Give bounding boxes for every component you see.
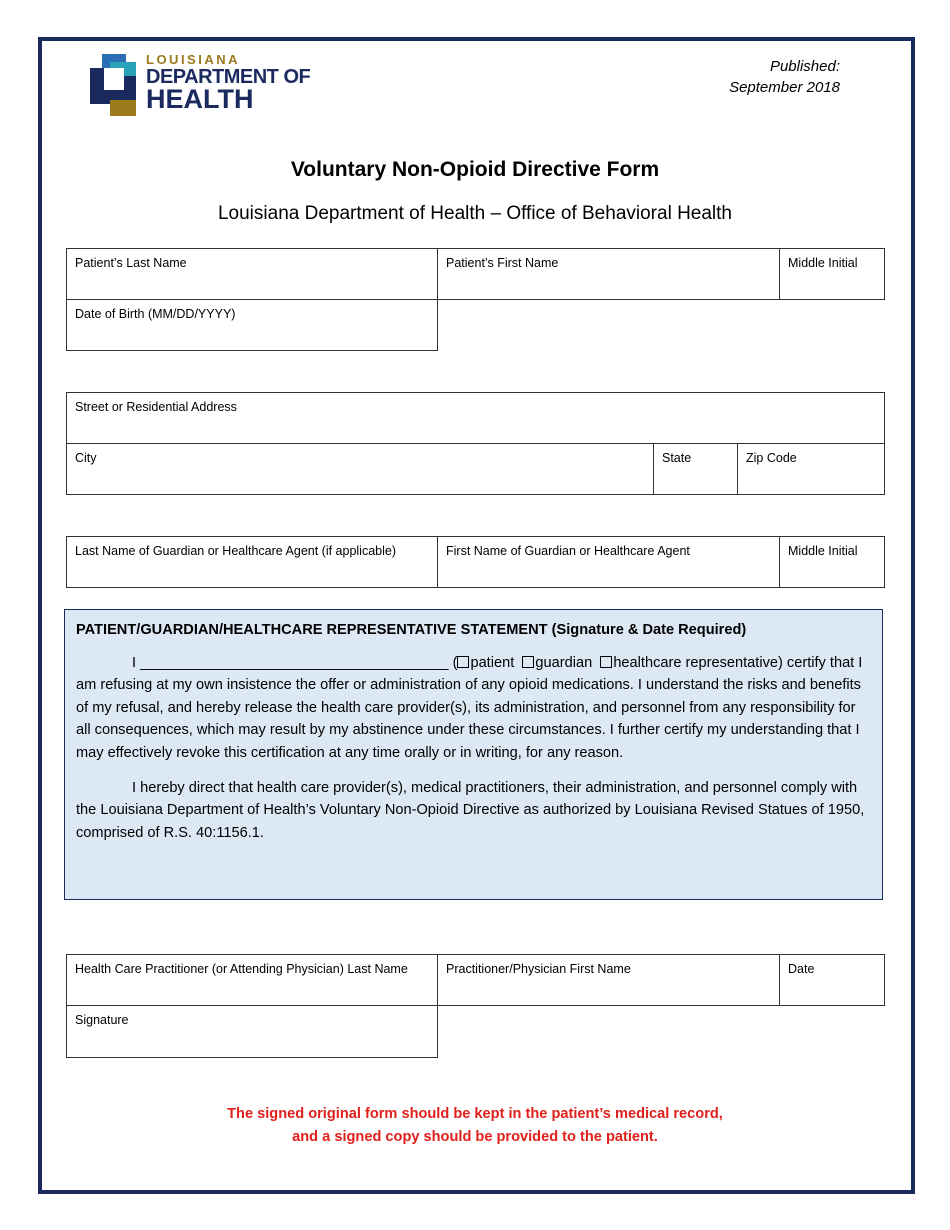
practitioner-last-name-field[interactable] [66,954,438,1006]
logo-line-health: HEALTH [146,84,254,114]
practitioner-date-field[interactable] [779,954,885,1006]
published-info [729,56,840,98]
footer-note-line-1: The signed original form should be kept in the patient’s medical record, [227,1106,723,1122]
statement-box [64,609,883,900]
statement-paragraph-2: I hereby direct that health care provider(s), medical practitioners, their administration, and personnel comply with the Louisiana Department of Health’s Voluntary Non-Opioid Directive as authorized by Louisiana Revised Statues of 1950, comprised of R.S. 40:1156.1. [76,779,865,841]
patient-checkbox[interactable] [457,656,469,668]
guardian-last-name-field[interactable] [66,536,438,588]
practitioner-last-name-label: Health Care Practitioner (or Attending Physician) Last Name [75,962,408,976]
statement-name-line[interactable]: I ______________________________________ ( [132,654,458,671]
guardian-first-name-field[interactable] [437,536,780,588]
guardian-last-name-label: Last Name of Guardian or Healthcare Agent (if applicable) [75,544,397,558]
statement-paragraph-1-text: certify that I am refusing at my own insistence the offer or administration of any opioid medications. I understand the risks and benefits of my refusal, and hereby release the health care provider(s), its administration, and personnel from any responsibility for all consequences, which may result by my abstinence under these circumstances. I further certify my understanding that I may effectively revoke this certification at any time orally or in writing, for any reason. [76,654,863,761]
patient-last-name-field[interactable] [66,248,438,300]
statement-heading: PATIENT/GUARDIAN/HEALTHCARE REPRESENTATIVE STATEMENT (Signature & Date Required) [76,622,747,638]
patient-middle-initial-field[interactable] [779,248,885,300]
guardian-middle-initial-label: Middle Initial [788,544,858,558]
published-date: September 2018 [729,79,840,96]
patient-option-label: patient [470,654,515,671]
date-of-birth-label: Date of Birth (MM/DD/YYYY) [75,307,236,321]
practitioner-first-name-label: Practitioner/Physician First Name [446,962,631,976]
form-subtitle: Louisiana Department of Health – Office of Behavioral Health [217,203,732,224]
healthcare-rep-checkbox[interactable] [600,656,612,668]
patient-first-name-field[interactable] [437,248,780,300]
street-address-label: Street or Residential Address [75,400,237,414]
city-field[interactable] [66,443,654,495]
form-title: Voluntary Non-Opioid Directive Form [290,158,660,181]
footer-note [0,1103,950,1149]
patient-middle-initial-label: Middle Initial [788,256,858,270]
state-field[interactable] [653,443,738,495]
practitioner-first-name-field[interactable] [437,954,780,1006]
city-label: City [75,451,97,465]
guardian-option-label: guardian [535,654,593,671]
guardian-first-name-label: First Name of Guardian or Healthcare Agent [446,544,690,558]
signature-field[interactable] [66,1005,438,1058]
guardian-middle-initial-field[interactable] [779,536,885,588]
street-address-field[interactable] [66,392,885,444]
patient-first-name-label: Patient’s First Name [446,256,559,270]
logo-line-department: DEPARTMENT OF [146,66,311,88]
practitioner-date-label: Date [788,962,815,976]
logo-line-louisiana: LOUISIANA [146,52,240,67]
statement-paragraph-1 [76,652,871,765]
signature-label: Signature [75,1013,129,1027]
healthcare-rep-option-label: healthcare representative) [613,654,783,671]
date-of-birth-field[interactable] [66,299,438,351]
logo-text [146,53,310,113]
published-label: Published: [769,58,840,75]
zip-code-field[interactable] [737,443,885,495]
state-label: State [662,451,692,465]
footer-note-line-2: and a signed copy should be provided to the patient. [292,1129,658,1145]
zip-code-label: Zip Code [746,451,797,465]
patient-last-name-label: Patient’s Last Name [75,256,187,270]
guardian-checkbox[interactable] [522,656,534,668]
